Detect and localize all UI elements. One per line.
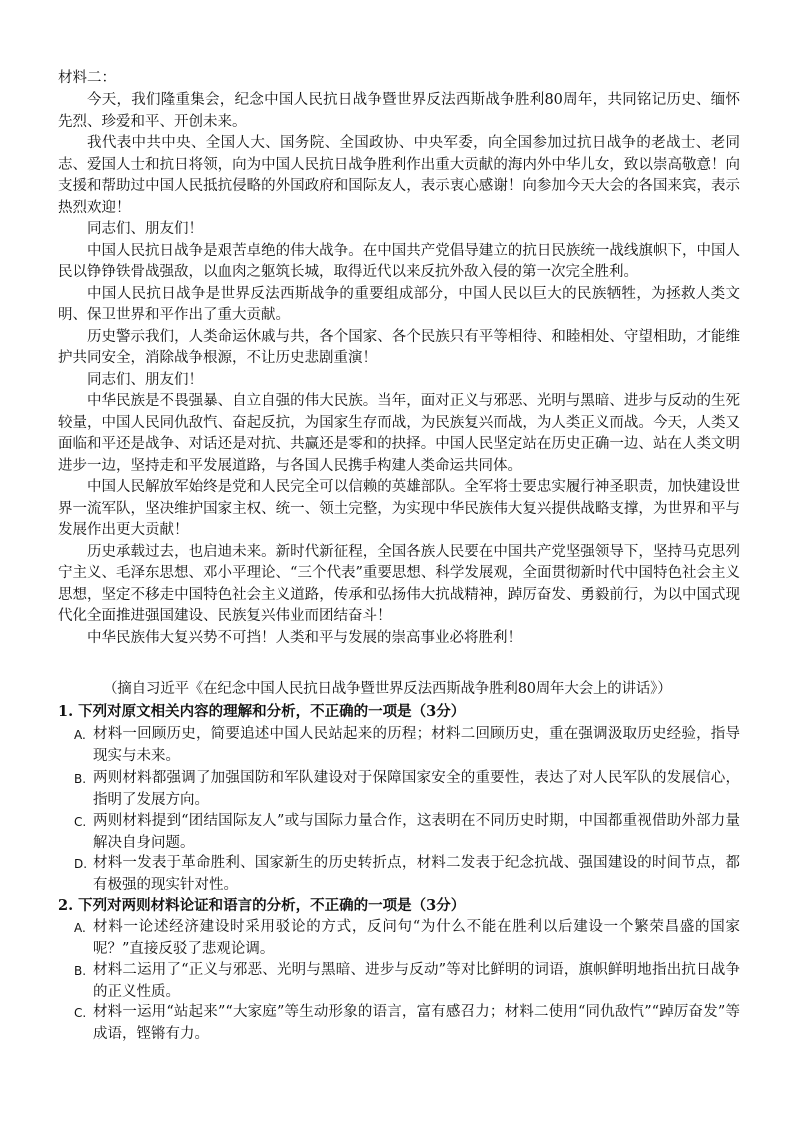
option-letter: A. xyxy=(74,921,86,935)
speech-body xyxy=(58,90,740,649)
paragraph: 中华民族是不畏强暴、自立自强的伟大民族。当年，面对正义与邪恶、光明与黑暗、进步与反动的生死较量，中国人民同仇敌忾、奋起反抗，为国家生存而战，为民族复兴而战，为人类正义而战。今天，人类又面临和平还是战争、对话还是对抗、共赢还是零和的抉择。中国人民坚定站在历史正确一边、站在人类文明进步一边，坚持走和平发展道路，与各国人民携手构建人类命运共同体。 xyxy=(58,393,740,474)
option-letter: C. xyxy=(74,815,87,829)
paragraph: 历史警示我们，人类命运休戚与共，各个国家、各个民族只有平等相待、和睦相处、守望相助，才能维护共同安全，消除战争根源，不让历史悲剧重演！ xyxy=(58,328,740,366)
option-text: 两则材料都强调了加强国防和军队建设对于保障国家安全的重要性，表达了对人民军队的发展信心，指明了发展方向。 xyxy=(93,770,740,808)
option-text: 材料二运用了“正义与邪恶、光明与黑暗、进步与反动”等对比鲜明的词语，旗帜鲜明地指出抗日战争的正义性质。 xyxy=(93,962,740,1000)
paragraph: 我代表中共中央、全国人大、国务院、全国政协、中央军委，向全国参加过抗日战争的老战士、老同志、爱国人士和抗日将领，向为中国人民抗日战争胜利作出重大贡献的海内外中华儿女，致以崇高敬意！向支援和帮助过中国人民抵抗侵略的外国政府和国际友人，表示衷心感谢！向参加今天大会的各国来宾，表示热烈欢迎！ xyxy=(58,135,740,216)
question-2-option-c xyxy=(74,1002,740,1045)
paragraph: 中国人民抗日战争是世界反法西斯战争的重要组成部分，中国人民以巨大的民族牺牲，为拯救人类文明、保卫世界和平作出了重大贡献。 xyxy=(58,285,740,323)
option-text: 材料一发表于革命胜利、国家新生的历史转折点，材料二发表于纪念抗战、强国建设的时间节点，都有极强的现实针对性。 xyxy=(93,855,740,893)
paragraph: 历史承载过去，也启迪未来。新时代新征程，全国各族人民要在中国共产党坚强领导下，坚持马克思列宁主义、毛泽东思想、邓小平理论、“三个代表”重要思想、科学发展观，全面贯彻新时代中国特色社会主义思想，坚定不移走中国特色社会主义道路，传承和弘扬伟大抗战精神，踔厉奋发、勇毅前行，为以中国式现代化全面推进强国建设、民族复兴伟业而团结奋斗！ xyxy=(58,543,740,624)
question-1-option-b xyxy=(74,768,740,811)
option-letter: C. xyxy=(74,1006,87,1020)
option-letter: B. xyxy=(74,772,87,786)
option-letter: A. xyxy=(74,728,86,742)
option-letter: D. xyxy=(74,857,88,871)
question-2-option-b xyxy=(74,960,740,1003)
paragraph: 中国人民抗日战争是艰苦卓绝的伟大战争。在中国共产党倡导建立的抗日民族统一战线旗帜下，中国人民以铮铮铁骨战强敌，以血肉之躯筑长城，取得近代以来反抗外敌入侵的第一次完全胜利。 xyxy=(58,242,740,280)
question-2-stem: 2. 下列对两则材料论证和语言的分析，不正确的一项是（3分） xyxy=(58,897,466,914)
option-text: 材料一回顾历史，简要追述中国人民站起来的历程；材料二回顾历史，重在强调汲取历史经验，指导现实与未来。 xyxy=(93,726,740,764)
paragraph: 中华民族伟大复兴势不可挡！人类和平与发展的崇高事业必将胜利！ xyxy=(87,629,522,646)
paragraph: 中国人民解放军始终是党和人民完全可以信赖的英雄部队。全军将士要忠实履行神圣职责，加快建设世界一流军队，坚决维护国家主权、统一、领土完整，为实现中华民族伟大复兴提供战略支撑，为世界和平与发展作出更大贡献！ xyxy=(58,479,740,538)
option-text: 材料一论述经济建设时采用驳论的方式，反问句“为什么不能在胜利以后建设一个繁荣昌盛的国家呢？”直接反驳了悲观论调。 xyxy=(93,919,740,957)
option-text: 材料一运用“站起来”“大家庭”等生动形象的语言，富有感召力；材料二使用“同仇敌忾”“踔厉奋发”等成语，铿锵有力。 xyxy=(93,1004,740,1042)
question-1-option-d xyxy=(74,853,740,896)
source-citation: （摘自习近平《在纪念中国人民抗日战争暨世界反法西斯战争胜利80周年大会上的讲话》） xyxy=(103,681,672,697)
question-1-stem: 1. 下列对原文相关内容的理解和分析，不正确的一项是（3分） xyxy=(58,703,466,720)
paragraph: 同志们、朋友们！ xyxy=(87,371,203,388)
question-1-option-c xyxy=(74,811,740,854)
paragraph: 今天，我们隆重集会，纪念中国人民抗日战争暨世界反法西斯战争胜利80周年，共同铭记历史、缅怀先烈、珍爱和平、开创未来。 xyxy=(58,92,740,130)
material-heading: 材料二： xyxy=(58,70,116,86)
question-2-option-a xyxy=(74,917,740,960)
option-letter: B. xyxy=(74,964,87,978)
question-1-option-a xyxy=(74,724,740,767)
option-text: 两则材料提到“团结国际友人”或与国际力量合作，这表明在不同历史时期，中国都重视借助外部力量解决自身问题。 xyxy=(93,813,740,851)
paragraph: 同志们、朋友们！ xyxy=(87,221,203,237)
